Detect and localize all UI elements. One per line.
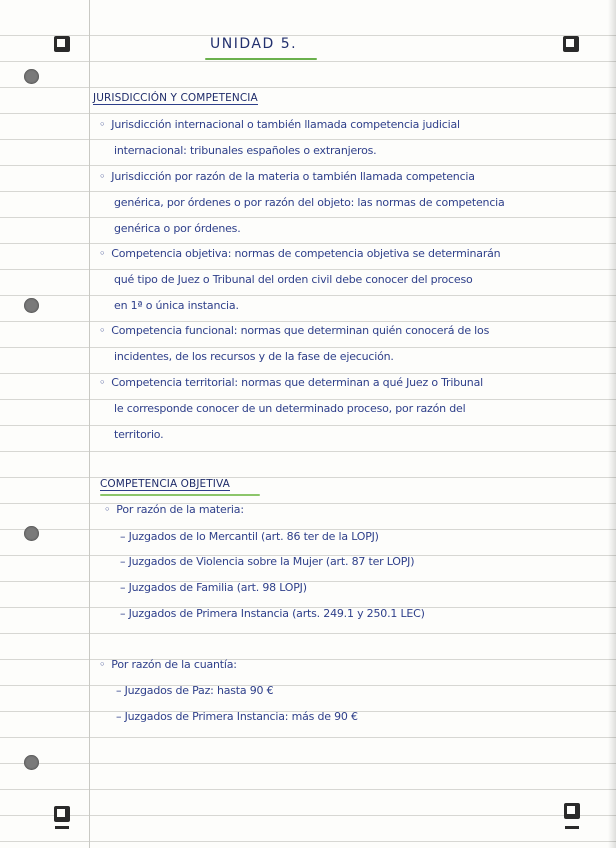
list-item-line: ◦ Jurisdicción por razón de la materia o también llamada competencia [99, 170, 475, 183]
list-item: – Juzgados de Primera Instancia: más de 90 € [116, 710, 358, 723]
list-item-line: le corresponde conocer de un determinado proceso, por razón del [114, 402, 466, 415]
list-item-text: Juzgados de Paz: hasta 90 € [124, 684, 274, 697]
list-item-line: qué tipo de Juez o Tribunal del orden civil debe conocer del proceso [114, 273, 473, 286]
list-item-line: incidentes, de los recursos y de la fase de ejecución. [114, 350, 394, 363]
group-label: ◦ Por razón de la cuantía: [99, 658, 237, 671]
corner-marker-icon [54, 36, 70, 52]
list-item-text: Juzgados de lo Mercantil (art. 86 ter de la LOPJ) [128, 530, 379, 543]
corner-marker-icon [563, 36, 579, 52]
list-item-text: Juzgados de Primera Instancia (arts. 249.1 y 250.1 LEC) [128, 607, 425, 620]
corner-marker-icon [54, 806, 70, 822]
list-item-line: ◦ Competencia territorial: normas que determinan a qué Juez o Tribunal [99, 376, 483, 389]
heading-highlight [100, 494, 260, 496]
list-item-line: genérica, por órdenes o por razón del objeto: las normas de competencia [114, 196, 505, 209]
corner-bar-icon [565, 826, 579, 829]
list-item-line: ◦ Competencia funcional: normas que determinan quién conocerá de los [99, 324, 489, 337]
list-item: – Juzgados de Familia (art. 98 LOPJ) [120, 581, 307, 594]
list-item-line: ◦ Competencia objetiva: normas de competencia objetiva se determinarán [99, 247, 500, 260]
title-underline [205, 58, 317, 60]
list-item-text: Juzgados de Violencia sobre la Mujer (art. 87 ter LOPJ) [128, 555, 415, 568]
list-item-line: genérica o por órdenes. [114, 222, 241, 235]
list-item: – Juzgados de Violencia sobre la Mujer (art. 87 ter LOPJ) [120, 555, 415, 568]
page-edge-shadow [608, 0, 616, 848]
list-item-text: Juzgados de Primera Instancia: más de 90 € [124, 710, 358, 723]
list-item-line: internacional: tribunales españoles o extranjeros. [114, 144, 377, 157]
group-label: ◦ Por razón de la materia: [104, 503, 244, 516]
list-item: – Juzgados de lo Mercantil (art. 86 ter de la LOPJ) [120, 530, 379, 543]
list-item-line: ◦ Jurisdicción internacional o también llamada competencia judicial [99, 118, 460, 131]
corner-bar-icon [55, 826, 69, 829]
corner-marker-icon [564, 803, 580, 819]
section-heading: COMPETENCIA OBJETIVA [100, 478, 230, 490]
list-item-line: en 1ª o única instancia. [114, 299, 239, 312]
binder-hole-icon [24, 69, 39, 84]
list-item: – Juzgados de Paz: hasta 90 € [116, 684, 274, 697]
section-heading: JURISDICCIÓN Y COMPETENCIA [93, 92, 258, 104]
list-item: – Juzgados de Primera Instancia (arts. 249.1 y 250.1 LEC) [120, 607, 425, 620]
margin-line [89, 0, 90, 848]
page-title: UNIDAD 5. [210, 36, 298, 52]
list-item-line: territorio. [114, 428, 164, 441]
binder-hole-icon [24, 526, 39, 541]
binder-hole-icon [24, 298, 39, 313]
list-item-text: Juzgados de Familia (art. 98 LOPJ) [128, 581, 307, 594]
binder-hole-icon [24, 755, 39, 770]
